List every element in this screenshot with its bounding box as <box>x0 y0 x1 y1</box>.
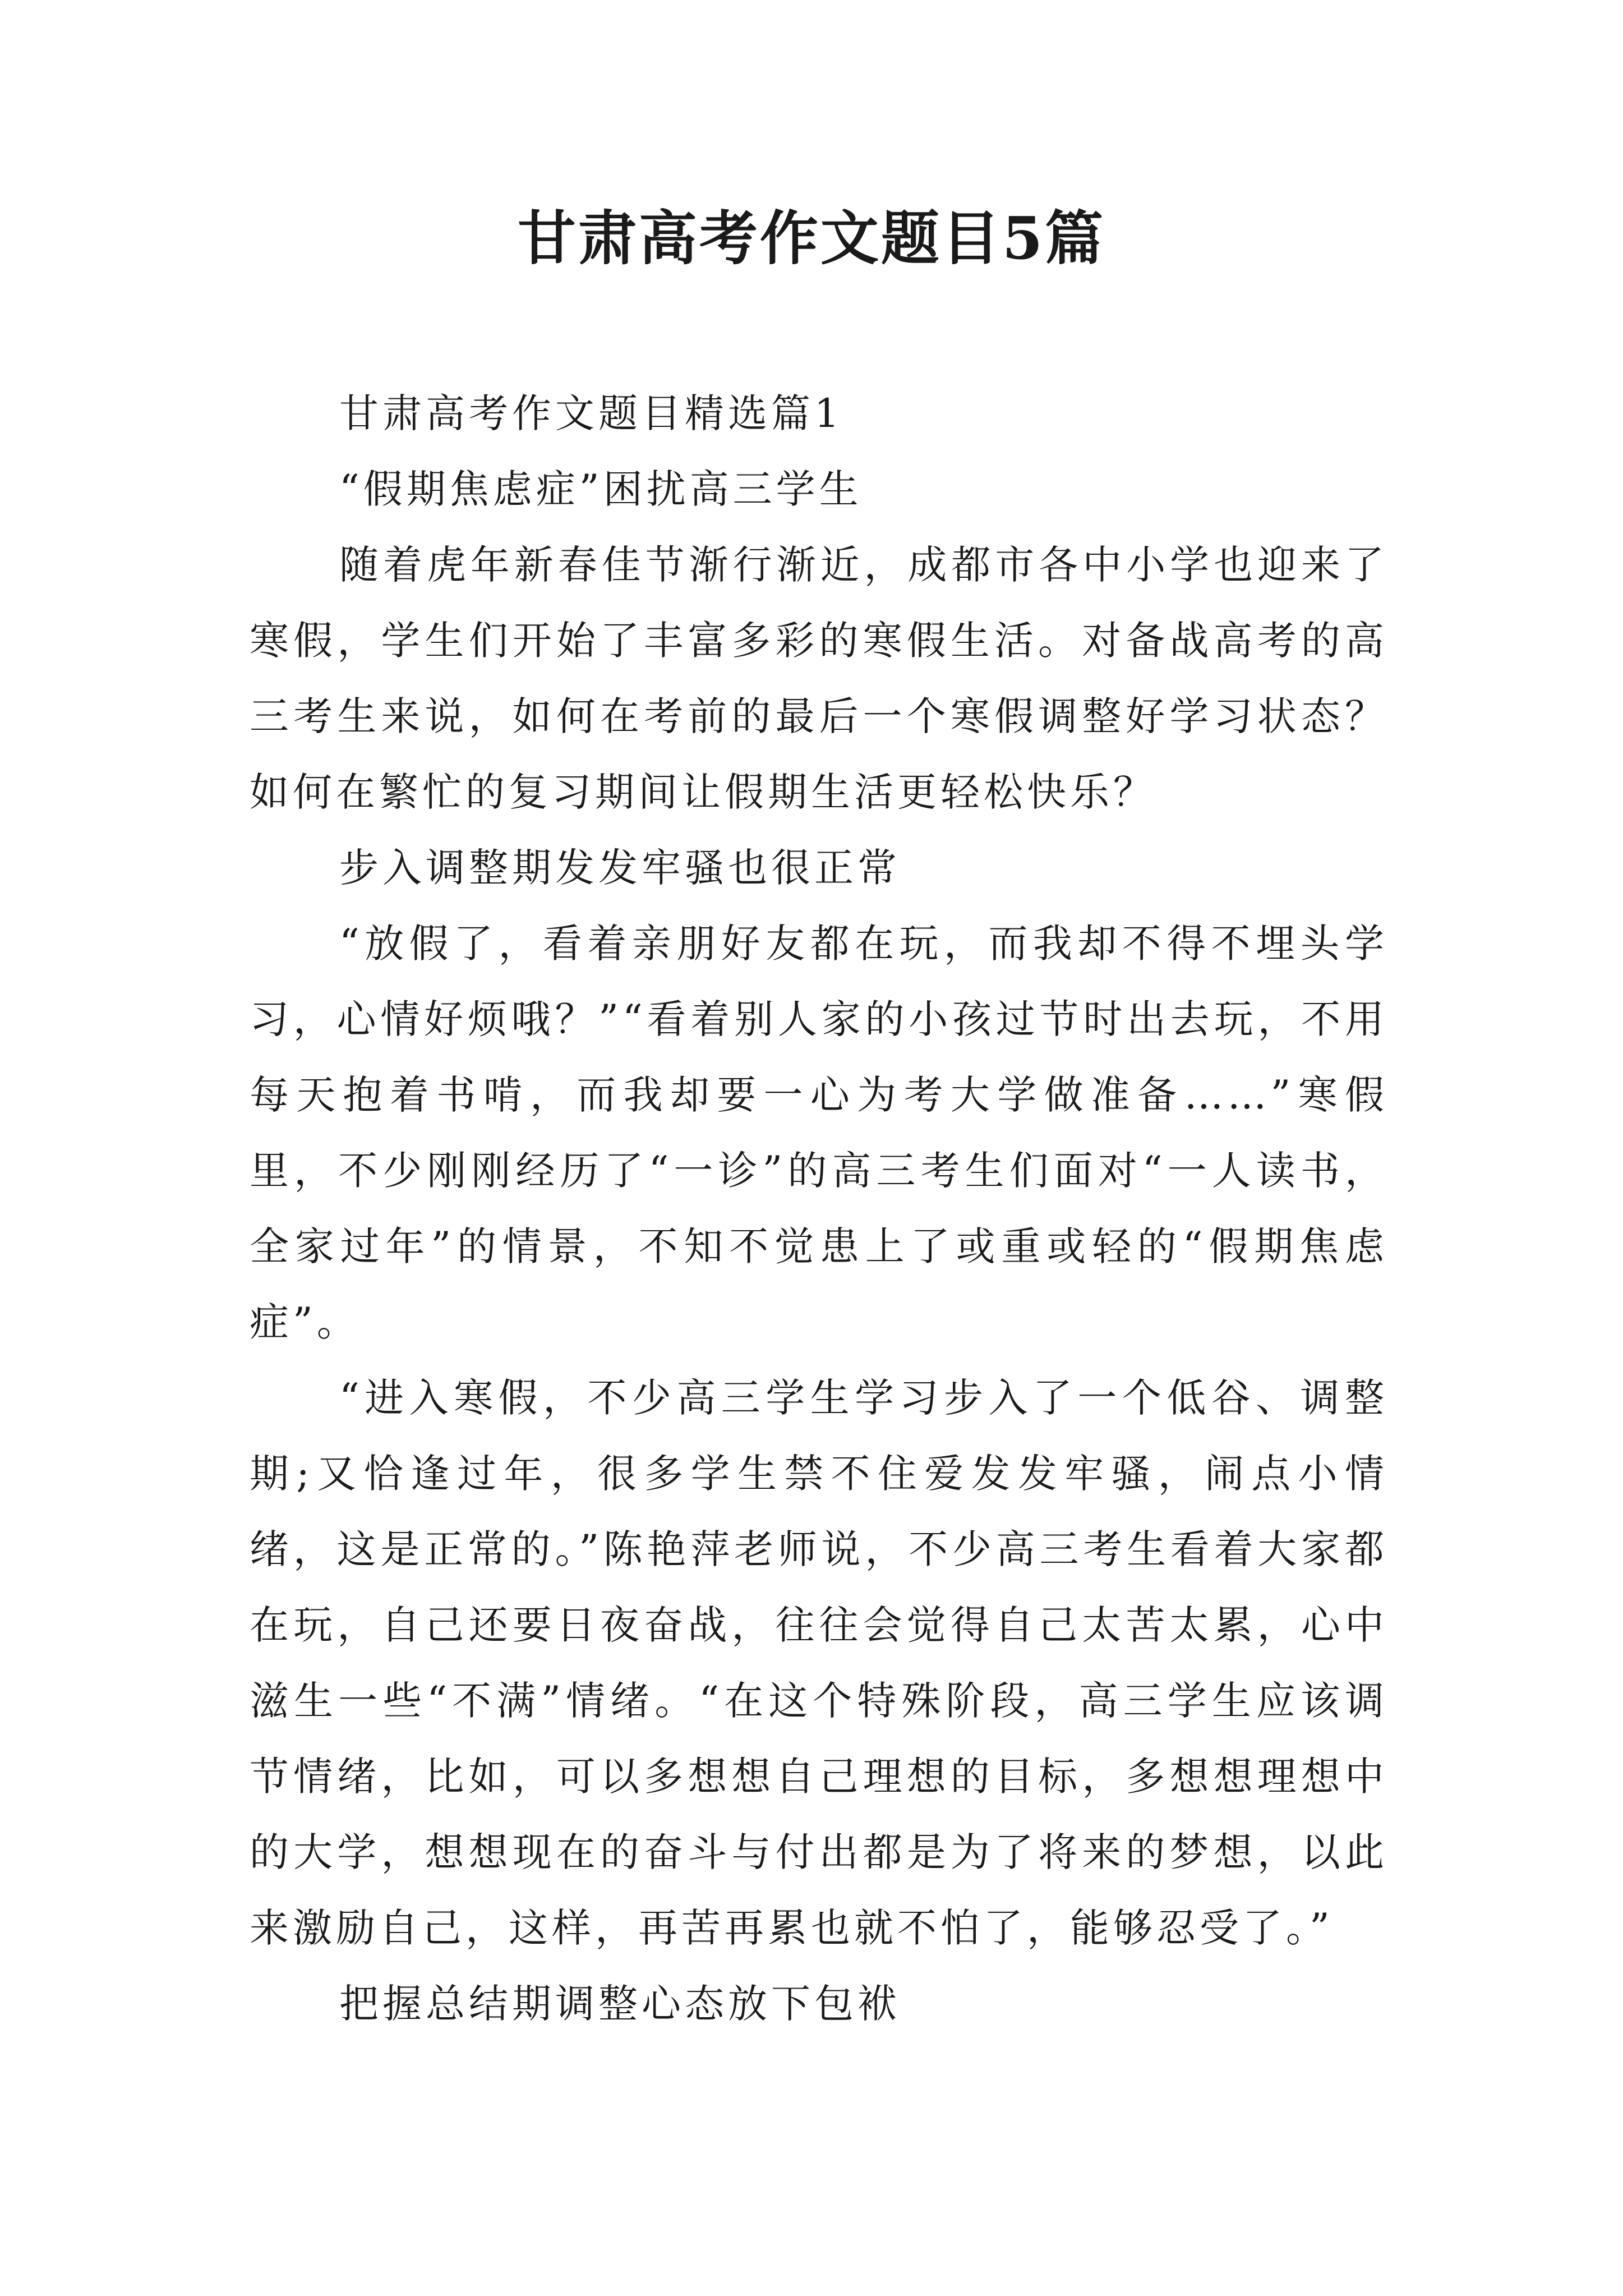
document-body <box>250 376 1388 2042</box>
body-paragraph: “进入寒假，不少高三学生学习步入了一个低谷、调整期;又恰逢过年，很多学生禁不住爱发发牢骚，闹点小情绪，这是正常的。”陈艳萍老师说，不少高三考生看着大家都在玩，自己还要日夜奋战，往往会觉得自己太苦太累，心中滋生一些“不满”情绪。“在这个特殊阶段，高三学生应该调节情绪，比如，可以多想想自己理想的目标，多想想理想中的大学，想想现在的奋斗与付出都是为了将来的梦想，以此来激励自己，这样，再苦再累也就不怕了，能够忍受了。” <box>250 1375 1388 1951</box>
subheading: 把握总结期调整心态放下包袱 <box>339 1981 901 2027</box>
document-title: 甘肃高考作文题目5篇 <box>517 204 1106 273</box>
article-headline: “假期焦虑症”困扰高三学生 <box>339 466 863 512</box>
body-paragraph: “放假了，看着亲朋好友都在玩，而我却不得不埋头学习，心情好烦哦？”“看着别人家的小孩过节时出去玩，不用每天抱着书啃，而我却要一心为考大学做准备……”寒假里，不少刚刚经历了“一诊”的高三考生们面对“一人读书，全家过年”的情景，不知不觉患上了或重或轻的“假期焦虑症”。 <box>250 921 1388 1345</box>
body-paragraph: 随着虎年新春佳节渐行渐近，成都市各中小学也迎来了寒假，学生们开始了丰富多彩的寒假生活。对备战高考的高三考生来说，如何在考前的最后一个寒假调整好学习状态？如何在繁忙的复习期间让假期生活更轻松快乐？ <box>250 542 1388 815</box>
section-heading: 甘肃高考作文题目精选篇1 <box>339 390 843 436</box>
subheading: 步入调整期发发牢骚也很正常 <box>339 845 901 891</box>
